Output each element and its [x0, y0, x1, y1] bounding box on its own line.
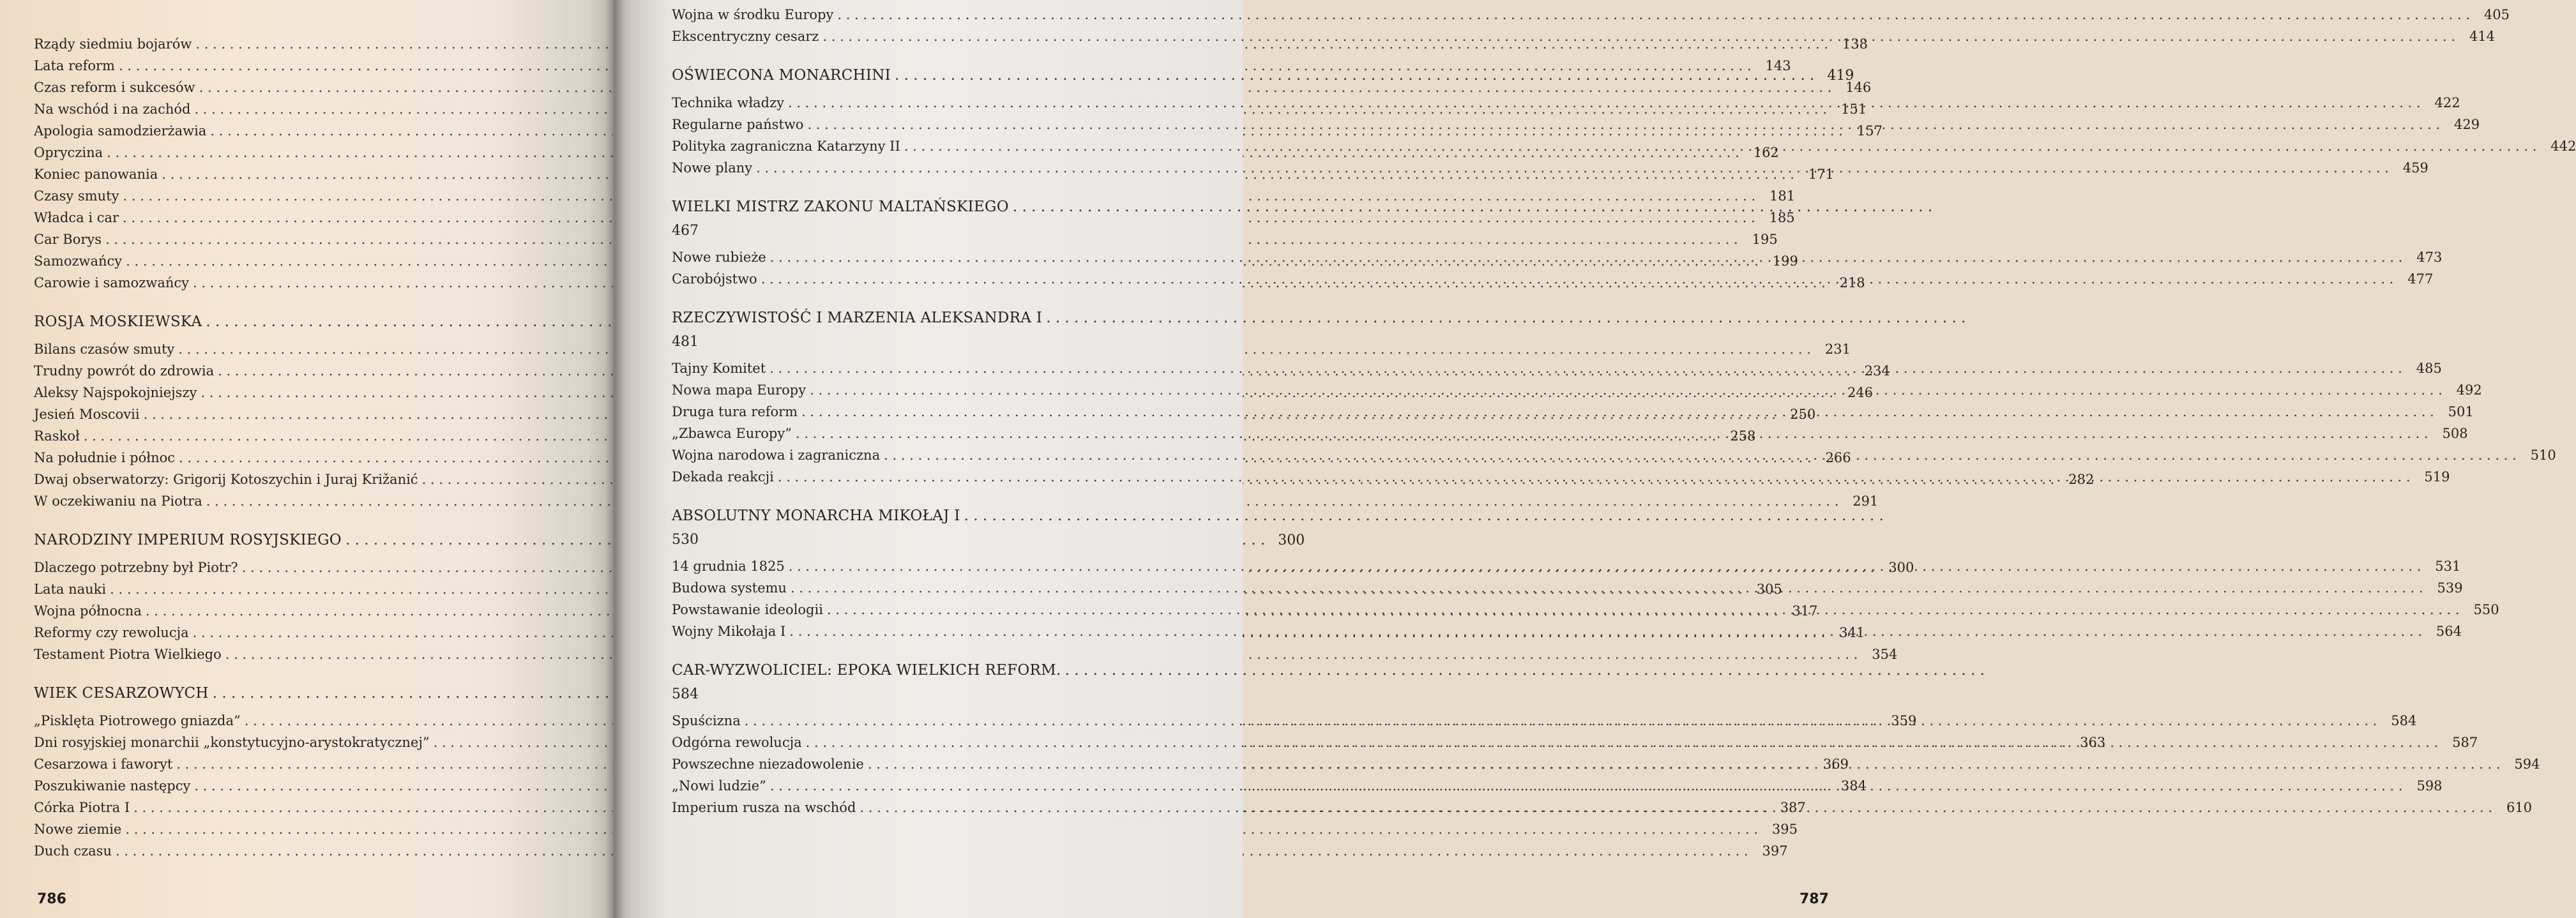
- dot-leader: [860, 797, 2492, 818]
- chapter-title: ABSOLUTNY MONARCHA MIKOŁAJ I: [672, 508, 960, 524]
- toc-entry-title: Czasy smuty: [34, 188, 119, 204]
- toc-entry: [34, 818, 1798, 840]
- chapter-title: WIELKI MISTRZ ZAKONU MALTAŃSKIEGO: [672, 199, 1009, 215]
- toc-entry-title: Poszukiwanie następcy: [34, 778, 191, 794]
- toc-entry-page: 508: [2442, 426, 2468, 441]
- toc-entry-title: Carowie i samozwańcy: [34, 275, 190, 290]
- toc-entry-page: 384: [1840, 778, 1867, 794]
- toc-entry-title: Nowe ziemie: [34, 822, 122, 837]
- chapter-heading-row: [672, 658, 1222, 683]
- dot-leader: [1065, 658, 1985, 683]
- dot-leader: [868, 753, 2501, 775]
- chapter-page: 300: [1278, 532, 1305, 548]
- chapter-page: 467: [672, 223, 699, 239]
- toc-entry-page: 519: [2424, 469, 2450, 485]
- toc-entry-title: Władca i car: [34, 210, 119, 225]
- toc-entry-title: Nowe rubieże: [672, 250, 766, 265]
- toc-entry-page: 258: [1730, 428, 1756, 444]
- toc-entry-title: Wojna północna: [34, 603, 142, 619]
- dot-leader: [806, 732, 2439, 753]
- toc-entry-page: 395: [1771, 822, 1798, 837]
- toc-entry-page: 473: [2416, 250, 2443, 265]
- toc-entry-page: 246: [1847, 385, 1874, 400]
- dot-leader: [810, 379, 2443, 401]
- toc-entry-title: W oczekiwaniu na Piotra: [34, 493, 202, 509]
- chapter-heading-row: [672, 503, 1222, 529]
- toc-entry-title: Powstawanie ideologii: [672, 602, 823, 617]
- toc-entry-page: 146: [1845, 80, 1872, 95]
- toc-entry-page: 405: [2483, 7, 2510, 22]
- toc-entry-title: Druga tura reform: [672, 404, 798, 419]
- toc-entry: [34, 490, 1879, 512]
- toc-entry-page: 510: [2530, 448, 2556, 463]
- left-page-number: 786: [37, 891, 66, 907]
- toc-entry-page: 501: [2448, 404, 2474, 419]
- toc-entry-title: Dlaczego potrzebny był Piotr?: [34, 560, 238, 575]
- toc-entry-title: Bilans czasów smuty: [34, 342, 175, 357]
- toc-entry-page: 442: [2550, 139, 2576, 154]
- dot-leader: [770, 775, 2403, 797]
- toc-entry-page: 422: [2434, 95, 2460, 110]
- toc-entry-page: 231: [1824, 342, 1851, 357]
- chapter-page: 530: [672, 532, 699, 548]
- toc-entry-title: Lata reform: [34, 58, 115, 73]
- toc-entry-page: 477: [2407, 271, 2434, 287]
- chapter-heading: [672, 503, 1222, 552]
- dot-leader: [822, 26, 2455, 47]
- dot-leader: [895, 63, 1814, 88]
- toc-entry-page: 266: [1825, 450, 1851, 465]
- chapter-page: 481: [672, 334, 699, 350]
- right-page-number: 787: [1799, 891, 1829, 907]
- dot-leader: [827, 599, 2460, 621]
- toc-entry-page: 429: [2453, 117, 2480, 132]
- toc-entry-title: Powszechne niezadowolenie: [672, 756, 864, 772]
- toc-entry-title: Imperium rusza na wschód: [672, 800, 856, 815]
- toc-entry-title: Wojna narodowa i zagraniczna: [672, 448, 881, 463]
- toc-entry-title: Polityka zagraniczna Katarzyny II: [672, 139, 900, 154]
- dot-leader: [904, 135, 2537, 157]
- dot-leader: [964, 503, 1884, 529]
- chapter-title: OŚWIECONA MONARCHINI: [672, 67, 891, 84]
- dot-leader: [770, 246, 2403, 268]
- toc-entry-title: Córka Piotra I: [34, 800, 130, 815]
- toc-entry-page: 199: [1772, 253, 1798, 269]
- chapter-title: ROSJA MOSKIEWSKA: [34, 313, 202, 330]
- dot-leader: [769, 357, 2402, 379]
- toc-entry-page: 282: [2068, 472, 2095, 487]
- toc-entry-page: 594: [2514, 756, 2540, 772]
- chapter-title: RZECZYWISTOŚĆ I MARZENIA ALEKSANDRA I: [672, 310, 1043, 326]
- toc-entry-page: 359: [1891, 713, 1917, 728]
- chapter-title: CAR-WYZWOLICIEL: EPOKA WIELKICH REFORM.: [672, 662, 1061, 679]
- toc-entry-page: 397: [1762, 843, 1788, 859]
- toc-entry-page: 157: [1856, 123, 1883, 139]
- chapter-heading: [672, 305, 1222, 354]
- toc-entry: [672, 4, 2510, 26]
- toc-entry-title: Dekada reakcji: [672, 469, 774, 485]
- toc-entry-title: Testament Piotra Wielkiego: [34, 647, 222, 662]
- toc-entry-page: 218: [1839, 275, 1865, 290]
- toc-entry-title: Odgórna rewolucja: [672, 735, 802, 750]
- toc-entry-title: Apologia samodzierżawia: [34, 123, 207, 139]
- toc-entry-page: 291: [1852, 493, 1879, 509]
- toc-entry-page: 363: [2080, 735, 2106, 750]
- dot-leader: [789, 621, 2422, 642]
- dot-leader: [756, 157, 2389, 179]
- toc-entry-title: Wojny Mikołaja I: [672, 624, 786, 639]
- toc-entry-page: 492: [2456, 382, 2482, 398]
- toc-entry-title: Regularne państwo: [672, 117, 804, 132]
- toc-entry-title: Carobójstwo: [672, 271, 757, 287]
- toc-entry-page: 598: [2416, 778, 2443, 794]
- toc-entry-title: Dwaj obserwatorzy: Grigorij Kotoszychin i Juraj Križanić: [34, 472, 418, 487]
- toc-entry-title: Wojna w środku Europy: [672, 7, 834, 22]
- toc-entry-page: 539: [2437, 580, 2463, 596]
- toc-entry-title: Opryczina: [34, 145, 103, 160]
- toc-entry-title: Cesarzowa i faworyt: [34, 756, 173, 772]
- toc-entry-title: Technika władzy: [672, 95, 784, 110]
- dot-leader: [788, 92, 2421, 114]
- toc-entry: [34, 840, 1788, 862]
- dot-leader: [796, 423, 2428, 444]
- toc-entry-title: Budowa systemu: [672, 580, 787, 596]
- toc-entry-page: 305: [1756, 582, 1782, 597]
- toc-entry-page: 584: [2391, 713, 2417, 728]
- chapter-heading: [672, 194, 1222, 243]
- toc-entry-title: Raskoł: [34, 428, 80, 444]
- toc-entry-title: Rządy siedmiu bojarów: [34, 36, 192, 52]
- toc-entry-title: Dni rosyjskiej monarchii „konstytucyjno-arystokratycznej”: [34, 735, 430, 750]
- toc-entry-title: Na wschód i na zachód: [34, 102, 191, 117]
- toc-entry-page: 234: [1864, 363, 1890, 379]
- toc-entry-title: Nowe plany: [672, 160, 753, 176]
- toc-entry-page: 550: [2473, 602, 2499, 617]
- book-gutter: [605, 0, 625, 918]
- chapter-title: WIEK CESARZOWYCH: [34, 685, 209, 702]
- toc-entry-page: 171: [1808, 167, 1834, 182]
- toc-entry-page: 143: [1765, 58, 1791, 73]
- chapter-heading: [672, 658, 1222, 706]
- dot-leader: [807, 114, 2440, 135]
- toc-entry-title: 14 grudnia 1825: [672, 559, 785, 574]
- dot-leader: [791, 577, 2423, 599]
- toc-entry-page: 300: [1888, 560, 1914, 575]
- toc-entry-title: „Zbawca Europy”: [672, 426, 792, 441]
- dot-leader: [1013, 194, 1932, 220]
- toc-entry-page: 162: [1753, 145, 1779, 160]
- toc-entry-title: Duch czasu: [34, 843, 112, 859]
- toc-entry-page: 317: [1792, 603, 1818, 619]
- toc-entry-page: 564: [2436, 624, 2462, 639]
- toc-entry-title: Reformy czy rewolucja: [34, 625, 189, 640]
- toc-entry-page: 531: [2435, 559, 2461, 574]
- toc-entry-page: 610: [2506, 800, 2533, 815]
- toc-entry-title: „Pisklęta Piotrowego gniazda”: [34, 713, 241, 728]
- dot-leader: [1046, 305, 1966, 331]
- toc-entry-title: Tajny Komitet: [672, 361, 766, 376]
- toc-entry-title: Nowa mapa Europy: [672, 382, 807, 398]
- chapter-heading: [34, 309, 549, 335]
- dot-leader: [884, 444, 2517, 466]
- toc-entry-page: 369: [1822, 756, 1849, 772]
- toc-entry-title: Car Borys: [34, 232, 102, 247]
- toc-entry-title: Czas reform i sukcesów: [34, 80, 195, 95]
- toc-entry-title: Na południe i północ: [34, 450, 175, 465]
- toc-entry-page: 185: [1769, 210, 1795, 225]
- toc-entry-title: Jesień Moscovii: [34, 407, 140, 422]
- dot-leader: [778, 466, 2411, 488]
- dot-leader: [761, 268, 2394, 290]
- toc-entry-page: 138: [1842, 36, 1868, 52]
- toc-entry-page: 181: [1769, 188, 1796, 204]
- toc-entry-page: 250: [1790, 407, 1816, 422]
- chapter-page: 584: [672, 686, 699, 702]
- chapter-heading: [34, 681, 549, 706]
- toc-entry-page: 354: [1872, 647, 1898, 662]
- toc-entry-page: 587: [2452, 735, 2478, 750]
- dot-leader: [801, 401, 2434, 423]
- toc-entry-title: Samozwańcy: [34, 253, 123, 269]
- toc-entry-title: Koniec panowania: [34, 167, 158, 182]
- toc-entry-title: Lata nauki: [34, 582, 107, 597]
- toc-entry-page: 195: [1752, 232, 1778, 247]
- toc-entry: [34, 77, 1872, 98]
- toc-entry-title: Ekscentryczny cesarz: [672, 29, 819, 44]
- chapter-heading-row: [672, 305, 1222, 331]
- dot-leader: [745, 710, 2377, 732]
- chapter-title: NARODZINY IMPERIUM ROSYJSKIEGO: [34, 532, 342, 548]
- toc-entry-title: Trudny powrót do zdrowia: [34, 363, 215, 379]
- toc-entry: [34, 643, 1898, 665]
- toc-entry-page: 341: [1839, 625, 1865, 640]
- dot-leader: [837, 4, 2470, 26]
- toc-entry-page: 414: [2469, 29, 2496, 44]
- toc-entry-page: 485: [2416, 361, 2442, 376]
- chapter-page: 419: [1827, 68, 1854, 84]
- toc-entry-title: Spuścizna: [672, 713, 741, 728]
- toc-entry-title: „Nowi ludzie”: [672, 778, 766, 794]
- toc-entry-page: 151: [1840, 102, 1867, 117]
- toc-entry-page: 387: [1780, 800, 1806, 815]
- chapter-heading-row: [672, 194, 1222, 220]
- dot-leader: [789, 555, 2421, 577]
- toc-entry-title: Aleksy Najspokojniejszy: [34, 385, 197, 400]
- toc-entry-page: 459: [2402, 160, 2428, 176]
